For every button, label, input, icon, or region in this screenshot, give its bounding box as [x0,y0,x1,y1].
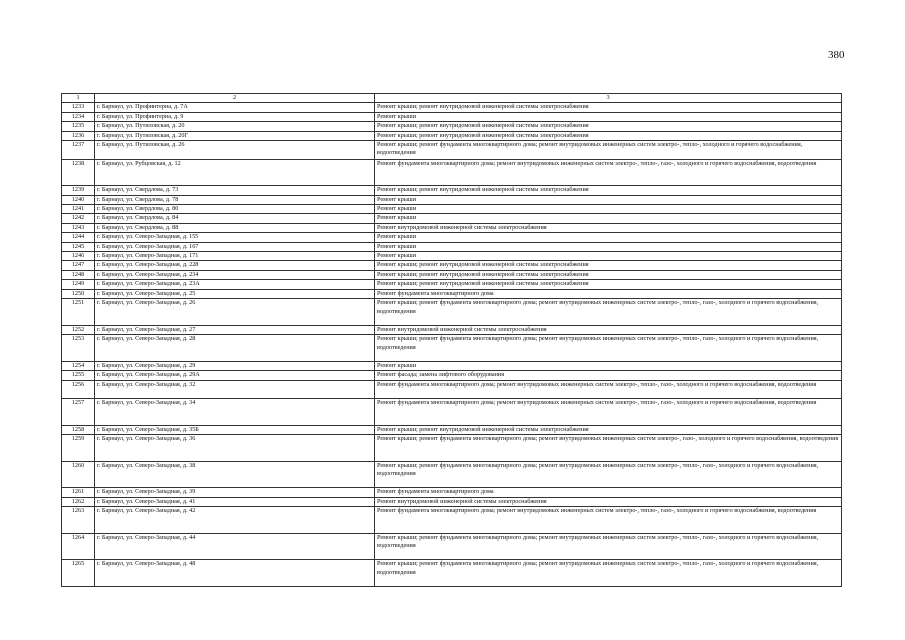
works-cell: Ремонт крыши [375,242,842,251]
row-number-cell: 1238 [62,159,95,186]
address-cell: г. Барнаул, ул. Свердлова, д. 84 [95,214,375,223]
works-cell: Ремонт крыши; ремонт фундамента многоквартирного дома; ремонт внутридомовых инженерных систем электро-, газо-, холодного и горячего водоснабжения, водоотведения [375,435,842,462]
table-body [62,94,842,587]
address-cell: г. Барнаул, ул. Северо-Западная, д. 29 [95,361,375,370]
works-cell: Ремонт фундамента многоквартирного дома; ремонт внутридомовых инженерных систем электро-, тепло-, газо-, холодного и горячего водоснабжения, водоотведения [375,399,842,426]
address-cell: г. Барнаул, ул. Северо-Западная, д. 26 [95,299,375,326]
table-row [62,159,842,186]
row-number-cell: 1257 [62,399,95,426]
row-number-cell: 1240 [62,195,95,204]
table-row [62,103,842,112]
table-row [62,361,842,370]
column-header: 2 [95,94,375,103]
table-row [62,131,842,140]
table-row [62,371,842,380]
table-row [62,435,842,462]
address-cell: г. Барнаул, ул. Северо-Западная, д. 36 [95,435,375,462]
table-row [62,186,842,195]
address-cell: г. Барнаул, ул. Северо-Западная, д. 23А [95,280,375,289]
works-cell: Ремонт фасада; замена лифтового оборудования [375,371,842,380]
row-number-cell: 1239 [62,186,95,195]
table-row [62,233,842,242]
works-cell: Ремонт внутридомовой инженерной системы электроснабжения [375,497,842,506]
table-row [62,261,842,270]
works-cell: Ремонт внутридомовой инженерной системы электроснабжения [375,325,842,334]
address-cell: г. Барнаул, ул. Путиловская, д. 26 [95,141,375,160]
address-cell: г. Барнаул, ул. Северо-Западная, д. 27 [95,325,375,334]
row-number-cell: 1249 [62,280,95,289]
table-row [62,242,842,251]
table-row [62,335,842,362]
works-cell: Ремонт крыши; ремонт внутридомовой инженерной системы электроснабжения [375,103,842,112]
address-cell: г. Барнаул, ул. Северо-Западная, д. 28 [95,335,375,362]
works-cell: Ремонт крыши [375,252,842,261]
row-number-cell: 1265 [62,560,95,587]
row-number-cell: 1255 [62,371,95,380]
page-number: 380 [828,49,845,61]
table-row [62,325,842,334]
table-header-row [62,94,842,103]
works-cell: Ремонт крыши [375,361,842,370]
address-cell: г. Барнаул, ул. Северо-Западная, д. 25 [95,289,375,298]
address-cell: г. Барнаул, ул. Северо-Западная, д. 35Б [95,425,375,434]
row-number-cell: 1246 [62,252,95,261]
row-number-cell: 1247 [62,261,95,270]
works-cell: Ремонт крыши; ремонт внутридомовой инженерной системы электроснабжения [375,261,842,270]
row-number-cell: 1250 [62,289,95,298]
address-cell: г. Барнаул, ул. Свердлова, д. 80 [95,205,375,214]
address-cell: г. Барнаул, ул. Северо-Западная, д. 171 [95,252,375,261]
works-cell: Ремонт крыши; ремонт внутридомовой инженерной системы электроснабжения [375,270,842,279]
works-cell: Ремонт фундамента многоквартирного дома; ремонт внутридомовых инженерных систем электро-, тепло-, газо-, холодного и горячего водоснабжения, водоотведения [375,380,842,399]
works-cell: Ремонт крыши [375,233,842,242]
works-cell: Ремонт крыши; ремонт фундамента многоквартирного дома; ремонт внутридомовых инженерных систем электро-, тепло-, газо-, холодного и горячего водоснабжения, водоотведения [375,461,842,488]
row-number-cell: 1262 [62,497,95,506]
address-cell: г. Барнаул, ул. Северо-Западная, д. 48 [95,560,375,587]
table-row [62,461,842,488]
address-cell: г. Барнаул, ул. Северо-Западная, д. 29А [95,371,375,380]
row-number-cell: 1259 [62,435,95,462]
address-cell: г. Барнаул, ул. Профинтерна, д. 7А [95,103,375,112]
row-number-cell: 1235 [62,122,95,131]
table-row [62,280,842,289]
table-row [62,112,842,121]
address-cell: г. Барнаул, ул. Северо-Западная, д. 167 [95,242,375,251]
address-cell: г. Барнаул, ул. Северо-Западная, д. 34 [95,399,375,426]
address-cell: г. Барнаул, ул. Северо-Западная, д. 155 [95,233,375,242]
address-cell: г. Барнаул, ул. Северо-Западная, д. 228 [95,261,375,270]
address-cell: г. Барнаул, ул. Свердлова, д. 78 [95,195,375,204]
works-cell: Ремонт крыши; ремонт внутридомовой инженерной системы электроснабжения [375,131,842,140]
table-row [62,122,842,131]
table-row [62,214,842,223]
row-number-cell: 1261 [62,488,95,497]
row-number-cell: 1245 [62,242,95,251]
table-row [62,141,842,160]
works-cell: Ремонт фундамента многоквартирного дома; ремонт внутридомовых инженерных систем электро-, тепло-, газо-, холодного и горячего водоснабжения, водоотведения [375,507,842,534]
table-row [62,425,842,434]
address-cell: г. Барнаул, ул. Северо-Западная, д. 32 [95,380,375,399]
row-number-cell: 1252 [62,325,95,334]
works-cell: Ремонт крыши; ремонт фундамента многоквартирного дома; ремонт внутридомовых инженерных систем электро-, тепло-, газо-, холодного и горячего водоснабжения, водоотведения [375,560,842,587]
address-cell: г. Барнаул, ул. Путиловская, д. 20Г [95,131,375,140]
works-cell: Ремонт фундамента многоквартирного дома [375,488,842,497]
row-number-cell: 1236 [62,131,95,140]
address-cell: г. Барнаул, ул. Свердлова, д. 73 [95,186,375,195]
table-row [62,560,842,587]
works-cell: Ремонт крыши [375,214,842,223]
row-number-cell: 1260 [62,461,95,488]
works-cell: Ремонт крыши [375,195,842,204]
works-cell: Ремонт внутридомовой инженерной системы электроснабжения [375,223,842,232]
row-number-cell: 1253 [62,335,95,362]
table-row [62,205,842,214]
row-number-cell: 1264 [62,533,95,560]
address-cell: г. Барнаул, ул. Северо-Западная, д. 41 [95,497,375,506]
address-cell: г. Барнаул, ул. Северо-Западная, д. 38 [95,461,375,488]
table-row [62,380,842,399]
works-cell: Ремонт крыши; ремонт внутридомовой инженерной системы электроснабжения [375,425,842,434]
row-number-cell: 1241 [62,205,95,214]
works-cell: Ремонт крыши; ремонт внутридомовой инженерной системы электроснабжения [375,280,842,289]
address-cell: г. Барнаул, ул. Профинтерна, д. 9 [95,112,375,121]
row-number-cell: 1244 [62,233,95,242]
table-row [62,195,842,204]
row-number-cell: 1263 [62,507,95,534]
row-number-cell: 1237 [62,141,95,160]
table-row [62,299,842,326]
row-number-cell: 1248 [62,270,95,279]
address-cell: г. Барнаул, ул. Свердлова, д. 88 [95,223,375,232]
table-row [62,399,842,426]
works-cell: Ремонт крыши; ремонт внутридомовой инженерной системы электроснабжения [375,186,842,195]
column-header: 3 [375,94,842,103]
row-number-cell: 1234 [62,112,95,121]
address-cell: г. Барнаул, ул. Рубцовская, д. 12 [95,159,375,186]
works-cell: Ремонт крыши; ремонт внутридомовой инженерной системы электроснабжения [375,122,842,131]
works-cell: Ремонт крыши; ремонт фундамента многоквартирного дома; ремонт внутридомовых инженерных систем электро-, тепло-, газо-, холодного и горячего водоснабжения, водоотведения [375,335,842,362]
address-cell: г. Барнаул, ул. Северо-Западная, д. 234 [95,270,375,279]
address-cell: г. Барнаул, ул. Северо-Западная, д. 42 [95,507,375,534]
works-cell: Ремонт крыши [375,205,842,214]
table-row [62,488,842,497]
table-row [62,270,842,279]
works-cell: Ремонт крыши [375,112,842,121]
works-cell: Ремонт крыши; ремонт фундамента многоквартирного дома; ремонт внутридомовых инженерных систем электро-, тепло-, газо-, холодного и горячего водоснабжения, водоотведения [375,299,842,326]
table-row [62,497,842,506]
address-cell: г. Барнаул, ул. Путиловская, д. 20 [95,122,375,131]
works-cell: Ремонт крыши; ремонт фундамента многоквартирного дома; ремонт внутридомовых инженерных систем электро-, тепло-, холодного и горячего водоснабжения, водоотведения [375,141,842,160]
row-number-cell: 1243 [62,223,95,232]
table-row [62,533,842,560]
table-row [62,252,842,261]
row-number-cell: 1233 [62,103,95,112]
row-number-cell: 1242 [62,214,95,223]
row-number-cell: 1254 [62,361,95,370]
works-cell: Ремонт крыши; ремонт фундамента многоквартирного дома; ремонт внутридомовых инженерных систем электро-, тепло-, газо-, холодного и горячего водоснабжения, водоотведения [375,533,842,560]
works-cell: Ремонт фундамента многоквартирного дома [375,289,842,298]
row-number-cell: 1256 [62,380,95,399]
row-number-cell: 1251 [62,299,95,326]
address-cell: г. Барнаул, ул. Северо-Западная, д. 44 [95,533,375,560]
table-row [62,289,842,298]
address-cell: г. Барнаул, ул. Северо-Западная, д. 39 [95,488,375,497]
table-row [62,507,842,534]
works-cell: Ремонт фундамента многоквартирного дома; ремонт внутридомовых инженерных систем электро-, тепло-, газо-, холодного и горячего водоснабжения, водоотведения [375,159,842,186]
table-row [62,223,842,232]
column-header: 1 [62,94,95,103]
row-number-cell: 1258 [62,425,95,434]
repair-registry-table [61,93,842,587]
